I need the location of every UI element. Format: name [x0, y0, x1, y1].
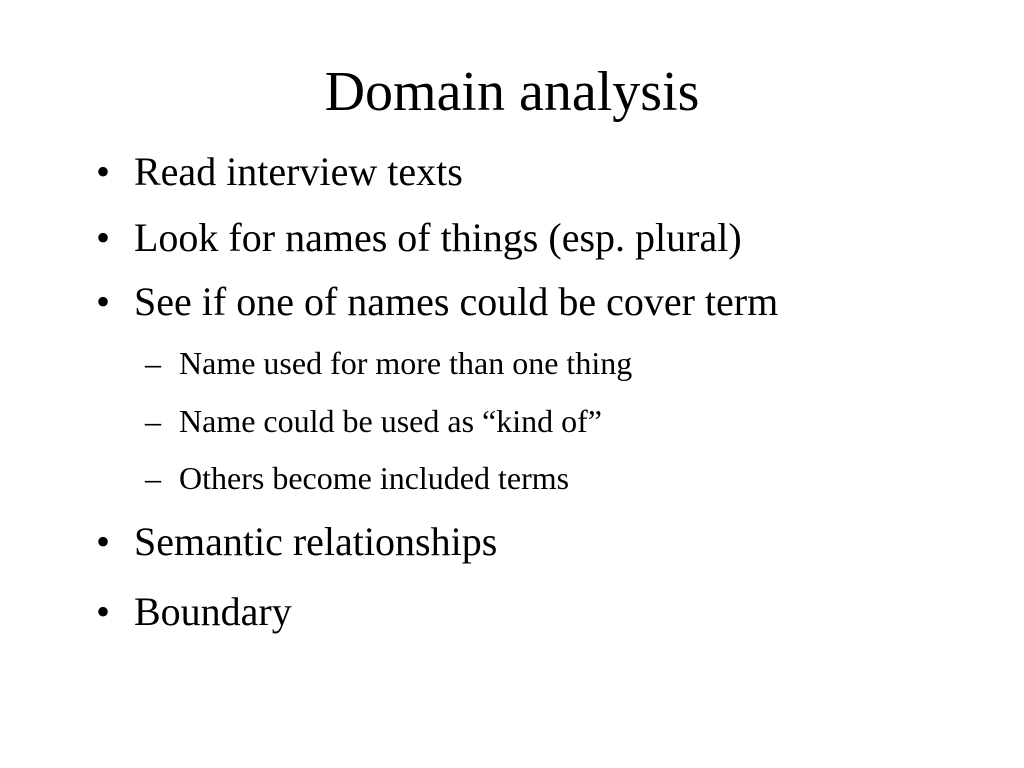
sub-bullet-text: Name used for more than one thing: [179, 345, 633, 381]
bullet-icon: •: [96, 215, 111, 260]
sub-bullet-text: Others become included terms: [179, 460, 570, 496]
dash-icon: –: [145, 460, 161, 496]
bullet-icon: •: [96, 589, 111, 634]
bullet-text: See if one of names could be cover term: [134, 279, 779, 324]
bullet-icon: •: [96, 149, 111, 194]
dash-icon: –: [145, 345, 161, 381]
slide-title: Domain analysis: [324, 61, 700, 123]
bullet-text: Boundary: [134, 589, 292, 634]
bullet-text: Read interview texts: [134, 149, 463, 194]
bullet-icon: •: [96, 279, 111, 324]
sub-bullet-text: Name could be used as “kind of”: [179, 403, 602, 439]
bullet-icon: •: [96, 519, 111, 564]
bullet-text: Look for names of things (esp. plural): [134, 215, 742, 260]
bullet-text: Semantic relationships: [134, 519, 498, 564]
dash-icon: –: [145, 403, 161, 439]
